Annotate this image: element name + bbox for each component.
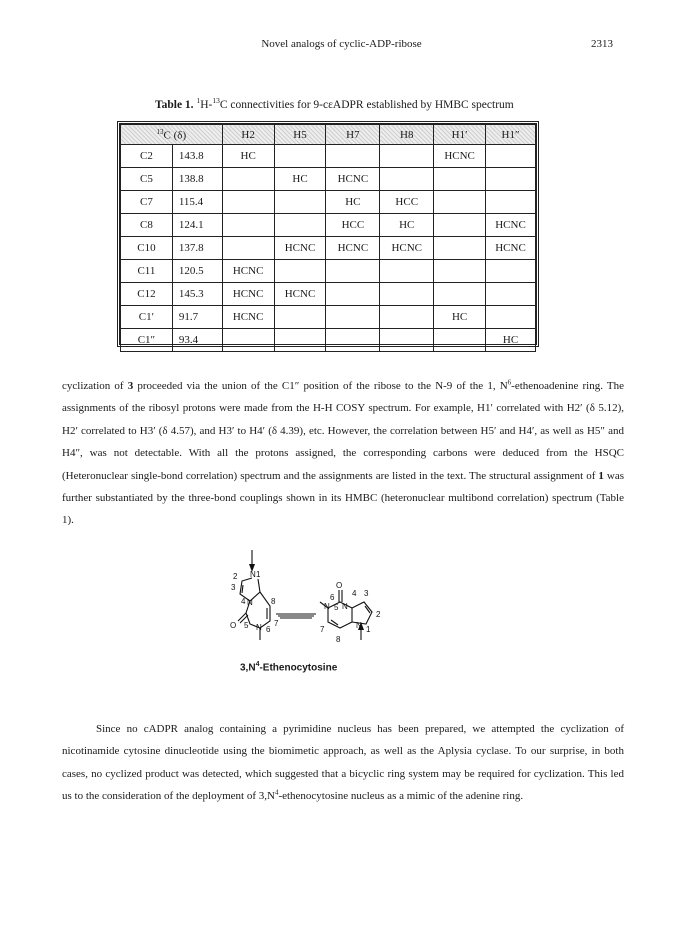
shift-cell: 120.5 <box>172 260 222 283</box>
structure-caption-sup: 4 <box>255 661 260 668</box>
table-row <box>121 214 536 237</box>
table-row <box>121 168 536 191</box>
connectivity-cell <box>486 168 536 191</box>
table-row <box>121 145 536 168</box>
structure-caption-a: 3,N <box>240 662 256 674</box>
p1-text-a: cyclization of <box>62 380 128 392</box>
connectivity-cell <box>222 237 274 260</box>
shift-cell: 93.4 <box>172 329 222 352</box>
connectivity-cell: HCC <box>326 214 380 237</box>
connectivity-cell <box>486 306 536 329</box>
connectivity-cell: HCNC <box>222 283 274 306</box>
table-row <box>121 329 536 352</box>
column-header-label: C (δ) <box>163 129 187 142</box>
caption-h: H- <box>200 98 213 111</box>
p1-sup-6: 6 <box>507 378 512 387</box>
connectivity-cell: HC <box>326 191 380 214</box>
connectivity-cell: HCNC <box>222 306 274 329</box>
connectivity-cell <box>434 214 486 237</box>
connectivity-cell: HC <box>274 168 326 191</box>
p1-text-b: proceeded via the union of the C1″ position of the ribose to the N-9 of the 1, N <box>133 380 508 392</box>
column-header <box>121 125 223 145</box>
column-header <box>434 125 486 145</box>
atom-label-7-right: 7 <box>320 625 325 634</box>
atom-label-6-right: 6 <box>330 593 335 602</box>
atom-label-8-left: 8 <box>271 597 276 606</box>
hmbc-table <box>120 124 536 352</box>
caption-sup-1: 1 <box>196 96 201 105</box>
connectivity-cell <box>486 283 536 306</box>
table-row <box>121 306 536 329</box>
column-header-label: H2 <box>241 128 255 141</box>
connectivity-cell: HC <box>434 306 486 329</box>
connectivity-cell <box>380 260 434 283</box>
paragraph-hmbc-discussion <box>62 375 624 532</box>
connectivity-cell <box>380 145 434 168</box>
shift-cell: 91.7 <box>172 306 222 329</box>
caption-sup-13: 13 <box>212 96 220 105</box>
connectivity-cell: HCNC <box>486 237 536 260</box>
column-header-label: H7 <box>346 128 360 141</box>
atom-n-5-left: N <box>256 623 262 632</box>
p2-text-a: Since no cADPR analog containing a pyrimidine nucleus has been prepared, we attempted the cyclization of nicotinamide cytosine dinucleotide using the biomimetic approach, as well as the Aplysia cyclase. To our surprise, in both cases, no cyclized product was detected, which suggested that a bicyclic ring system may be required for cyclization. This led us to the consideration of the deployment of 3,N <box>62 723 624 803</box>
p1-text-c: -ethenoadenine ring. The assignments of the ribosyl protons were made from the H-H COSY spectrum. For example, H1′ correlated with H2′ (δ 5.12), H2′ correlated to H3′ (δ 4.57), and H3′ to H4′ (δ 4.39), etc. However, the correlation between H5′ and H4′, as well as H5″ and H4″, was not detectable. With all the protons assigned, the corresponding carbons were deduced from the HSQC (Heteronuclear single-bond correlation) spectrum and the assignments are listed in the text. The structural assignment of <box>62 380 625 482</box>
carbon-label-cell: C2 <box>121 145 173 168</box>
atom-label-6-left: 6 <box>266 625 271 634</box>
connectivity-cell <box>326 283 380 306</box>
carbon-label-cell: C11 <box>121 260 173 283</box>
shift-cell: 145.3 <box>172 283 222 306</box>
column-header <box>222 125 274 145</box>
connectivity-cell <box>274 329 326 352</box>
atom-label-5-right: 5 <box>334 603 339 612</box>
table-caption <box>155 96 514 111</box>
connectivity-cell: HC <box>486 329 536 352</box>
atom-label-4-left: 4 <box>241 597 246 606</box>
atom-label-7-left: 7 <box>274 619 279 628</box>
atom-label-3-right: 3 <box>364 589 369 598</box>
shift-cell: 138.8 <box>172 168 222 191</box>
p2-text-b: -ethenocytosine nucleus as a mimic of the adenine ring. <box>278 790 524 803</box>
connectivity-cell <box>380 283 434 306</box>
atom-label-3-left: 3 <box>231 583 236 592</box>
connectivity-cell <box>434 329 486 352</box>
connectivity-cell <box>486 145 536 168</box>
connectivity-cell: HCNC <box>222 260 274 283</box>
connectivity-cell: HCNC <box>326 237 380 260</box>
carbon-label-cell: C1″ <box>121 329 173 352</box>
ethenocytosine-structure <box>216 548 416 668</box>
connectivity-cell <box>222 191 274 214</box>
table-row <box>121 237 536 260</box>
paragraph-cyclization <box>62 718 624 808</box>
connectivity-cell: HC <box>380 214 434 237</box>
column-header-label: H1″ <box>501 128 520 141</box>
column-header-label: H8 <box>400 128 414 141</box>
carbon-label-cell: C12 <box>121 283 173 306</box>
connectivity-cell <box>486 191 536 214</box>
connectivity-cell <box>274 306 326 329</box>
connectivity-cell: HCNC <box>274 237 326 260</box>
connectivity-cell <box>326 145 380 168</box>
connectivity-cell <box>434 168 486 191</box>
column-header-label: H5 <box>293 128 307 141</box>
shift-cell: 124.1 <box>172 214 222 237</box>
shift-cell: 143.8 <box>172 145 222 168</box>
atom-n-1-right: N <box>356 621 362 630</box>
p2-sup-4: 4 <box>274 788 279 797</box>
column-header-label: H1′ <box>451 128 468 141</box>
running-header <box>0 38 683 54</box>
compound-ref-3: 3 <box>127 380 134 392</box>
atom-n-1-left: N <box>250 570 256 579</box>
column-header <box>486 125 536 145</box>
connectivity-cell: HC <box>222 145 274 168</box>
connectivity-cell <box>434 260 486 283</box>
structure-caption-b: -Ethenocytosine <box>259 662 338 674</box>
table-label: Table 1. <box>155 98 194 111</box>
connectivity-cell <box>486 260 536 283</box>
atom-n-4-left: N <box>247 598 253 607</box>
caption-text: C connectivities for 9-cεADPR established by HMBC spectrum <box>219 98 514 111</box>
connectivity-cell: HCNC <box>274 283 326 306</box>
connectivity-cell: HCNC <box>380 237 434 260</box>
structure-caption <box>240 661 337 673</box>
connectivity-cell <box>380 168 434 191</box>
connectivity-cell <box>274 191 326 214</box>
connectivity-cell <box>434 191 486 214</box>
column-header <box>380 125 434 145</box>
connectivity-cell: HCNC <box>486 214 536 237</box>
table-row <box>121 191 536 214</box>
carbon-label-cell: C8 <box>121 214 173 237</box>
shift-cell: 115.4 <box>172 191 222 214</box>
connectivity-cell <box>380 329 434 352</box>
carbon-label-cell: C1′ <box>121 306 173 329</box>
connectivity-cell <box>274 145 326 168</box>
connectivity-cell <box>326 260 380 283</box>
column-header-sup: 13 <box>156 127 164 136</box>
atom-n-5-right: N <box>324 602 330 611</box>
connectivity-cell <box>222 329 274 352</box>
carbon-label-cell: C5 <box>121 168 173 191</box>
atom-label-2-left: 2 <box>233 572 238 581</box>
atom-label-2-right: 2 <box>376 610 381 619</box>
column-header <box>274 125 326 145</box>
atom-label-4-right: 4 <box>352 589 357 598</box>
connectivity-cell <box>274 214 326 237</box>
column-header <box>326 125 380 145</box>
connectivity-cell <box>326 306 380 329</box>
table-row <box>121 283 536 306</box>
connectivity-cell: HCNC <box>326 168 380 191</box>
shift-cell: 137.8 <box>172 237 222 260</box>
atom-o-left: O <box>230 621 237 630</box>
connectivity-cell <box>380 306 434 329</box>
ethenocytosine-structure-drawing <box>216 548 416 668</box>
carbon-label-cell: C7 <box>121 191 173 214</box>
connectivity-cell <box>274 260 326 283</box>
connectivity-cell <box>222 168 274 191</box>
atom-n-4-right: N <box>342 602 348 611</box>
atom-o-right: O <box>336 581 343 590</box>
connectivity-cell <box>326 329 380 352</box>
carbon-label-cell: C10 <box>121 237 173 260</box>
atom-label-1-right: 1 <box>366 625 371 634</box>
atom-label-1-left: 1 <box>256 570 261 579</box>
p1-text-d: was further substantiated by the three-bond couplings shown in its HMBC (heteronuclear multibond correlation) spectrum (Table 1). <box>62 469 625 527</box>
connectivity-cell <box>222 214 274 237</box>
connectivity-cell <box>434 283 486 306</box>
table-row <box>121 260 536 283</box>
connectivity-cell <box>434 237 486 260</box>
compound-ref-1: 1 <box>598 469 604 482</box>
connectivity-cell: HCNC <box>434 145 486 168</box>
atom-label-8-right: 8 <box>336 635 341 644</box>
running-title: Novel analogs of cyclic-ADP-ribose <box>261 38 422 50</box>
atom-label-5-left: 5 <box>244 621 249 630</box>
table-header-row <box>121 125 536 145</box>
connectivity-cell: HCC <box>380 191 434 214</box>
page-number: 2313 <box>591 38 613 50</box>
